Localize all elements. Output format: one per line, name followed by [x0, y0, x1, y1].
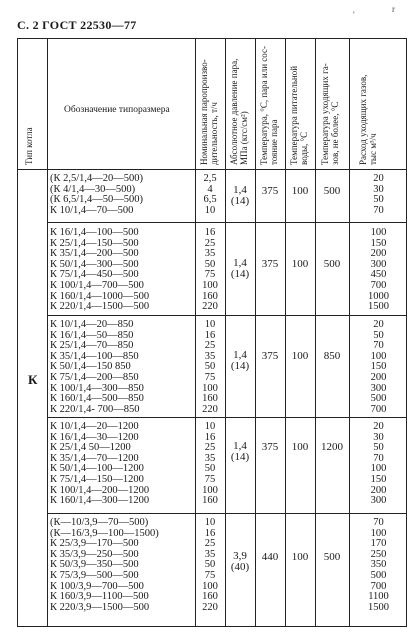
header-divider: [18, 169, 406, 170]
capacity-list: 2,5 4 6,5 10: [203, 173, 217, 216]
boiler-table: [17, 38, 407, 627]
pressure-value: 1,4 (14): [230, 184, 250, 207]
column-header-type: Тип котла: [24, 127, 34, 165]
column-header-steam-temp: Температура, °С, пара или сос- тояние пара: [259, 46, 279, 165]
flue-temp-value: 500: [323, 185, 341, 197]
designation-list: К 10/1,4—20—1200 К 16/1,4—30—1200 К 25/1,4 50—1200 К 35/1,4—70—1200 К 50/1,4—100—1200 К 75/1,4—150—1200 К 100/1,4—200—1200 К 160/1,4—300—1200: [50, 421, 150, 507]
capacity-list: 10 16 25 35 50 75 100 160 220: [202, 319, 218, 415]
steam-temp-value: 375: [261, 185, 279, 197]
page-header-text: С. 2 ГОСТ 22530—77: [17, 18, 137, 32]
flow-list: 100 150 200 300 450 700 1000 1500: [368, 227, 389, 313]
margin-mark: ': [353, 10, 355, 20]
pressure-value: 1,4 (14): [230, 257, 250, 280]
steam-temp-value: 440: [261, 551, 279, 563]
group-divider: [47, 513, 406, 514]
feed-temp-value: 100: [291, 350, 309, 362]
steam-temp-value: 375: [261, 258, 279, 270]
flue-temp-value: 500: [323, 258, 341, 270]
capacity-list: 10 16 25 35 50 75 100 160 220: [202, 517, 218, 613]
designation-list: (К 2,5/1,4—20—500) (К 4/1,4—30—500) (К 6,5/1,4—50—500) К 10/1,4—70—500: [50, 173, 144, 216]
flow-list: 70 100 170 250 350 500 700 1100 1500: [368, 517, 389, 613]
column-header-flue-temp: Температура уходящих га- зов, не более, °С: [320, 63, 340, 165]
margin-mark: r: [392, 4, 395, 14]
column-divider: [315, 39, 316, 626]
pressure-value: 3,9 (40): [230, 550, 250, 573]
flue-temp-value: 850: [323, 350, 341, 362]
steam-temp-value: 375: [261, 441, 279, 453]
capacity-list: 16 25 35 50 75 100 160 220: [202, 227, 218, 313]
column-header-designation: Обозначение типоразмера: [64, 105, 170, 115]
flue-temp-value: 1200: [321, 441, 343, 453]
feed-temp-value: 100: [291, 185, 309, 197]
group-divider: [47, 417, 406, 418]
column-divider: [225, 39, 226, 626]
column-header-pressure: Абсолютное давление пара, МПа (кгс/см²): [229, 58, 249, 165]
capacity-list: 10 16 25 35 50 75 100 160: [202, 421, 218, 507]
designation-list: К 10/1,4—20—850 К 16/1,4—50—850 К 25/1,4—70—850 К 35/1,4—100—850 К 50/1,4—150 850 К 75/1,4—200—850 К 100/1,4—300—850 К 160/1,4—500—850 К 220/1,4- 700—850: [50, 319, 144, 415]
designation-list: К 16/1,4—100—500 К 25/1,4—150—500 К 35/1,4—200—500 К 50/1,4—300—500 К 75/1,4—450—500 К 100/1,4—700—500 К 160/1,4—1000—500 К 220/1,4—1500—500: [50, 227, 150, 313]
group-divider: [47, 222, 406, 223]
feed-temp-value: 100: [291, 258, 309, 270]
feed-temp-value: 100: [291, 551, 309, 563]
column-header-capacity: Номинальная паропроизво- дительность, т/ч: [199, 59, 219, 165]
column-divider: [285, 39, 286, 626]
group-divider: [47, 315, 406, 316]
boiler-type-letter: К: [28, 372, 38, 387]
column-divider: [47, 39, 48, 626]
pressure-value: 1,4 (14): [230, 349, 250, 372]
column-header-feed-temp: Температура питательной воды, °С: [289, 65, 309, 165]
column-divider: [255, 39, 256, 626]
steam-temp-value: 375: [261, 350, 279, 362]
designation-list: (К—10/3,9—70—500) (К—16/3,9—100—1500) К 25/3,9—170—500 К 35/3,9—250—500 К 50/3,9—350—500 К 75/3,9—500—500 К 100/3,9—700—500 К 160/3,9—1100—500 К 220/3,9—1500—500: [50, 517, 159, 613]
flow-list: 20 30 50 70: [373, 173, 384, 216]
page-header: [17, 4, 407, 30]
flow-list: 20 30 50 70 100 150 200 300: [370, 421, 387, 507]
feed-temp-value: 100: [291, 441, 309, 453]
pressure-value: 1,4 (14): [230, 440, 250, 463]
flow-list: 20 50 70 100 150 200 300 500 700: [370, 319, 387, 415]
flue-temp-value: 500: [323, 551, 341, 563]
column-header-flow: Расход уходящих газов, тыс м³/ч: [358, 74, 378, 165]
